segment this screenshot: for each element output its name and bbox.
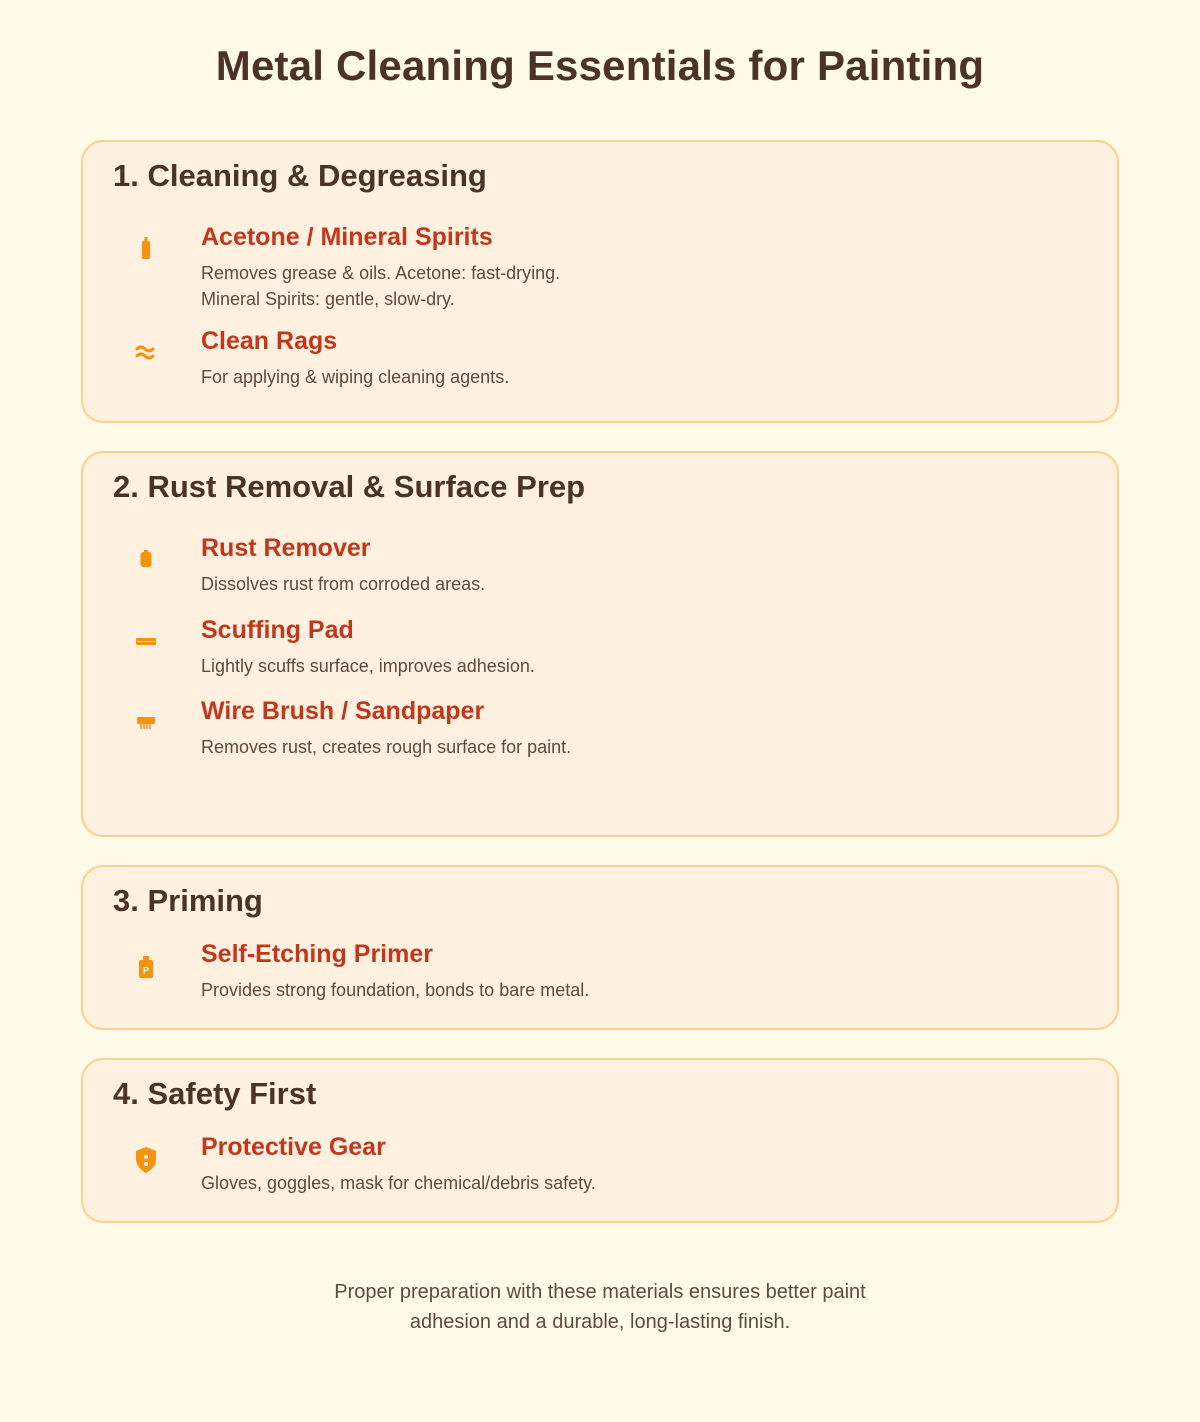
item-title: Wire Brush / Sandpaper (201, 697, 485, 725)
description-line: Gloves, goggles, mask for chemical/debris safety. (201, 1173, 596, 1193)
list-item-protective-gear (83, 1133, 1117, 1193)
footer-note (250, 1277, 950, 1337)
primer-can-letter: P (142, 965, 150, 976)
description-line: Mineral Spirits: gentle, slow-dry. (201, 289, 455, 309)
waves-icon (133, 339, 163, 365)
item-title: Scuffing Pad (201, 616, 354, 644)
description-line: For applying & wiping cleaning agents. (201, 367, 510, 387)
item-title: Clean Rags (201, 327, 338, 355)
item-description (201, 571, 485, 597)
bottle-icon (133, 235, 159, 261)
shield-icon (133, 1145, 159, 1171)
item-description (201, 1170, 596, 1196)
item-title: Rust Remover (201, 534, 371, 562)
list-item-rust-remover (83, 534, 1117, 594)
section-heading: 4. Safety First (113, 1076, 317, 1111)
description-line: Dissolves rust from corroded areas. (201, 574, 486, 594)
section-heading: 3. Priming (113, 883, 263, 918)
item-description (201, 977, 589, 1003)
list-item-scuffing-pad (83, 616, 1117, 676)
footer-line: adhesion and a durable, long-lasting finish. (409, 1311, 791, 1333)
pad-icon (133, 628, 159, 654)
section-heading: 1. Cleaning & Degreasing (113, 158, 487, 193)
item-title: Self-Etching Primer (201, 940, 433, 968)
section-rust-removal (81, 451, 1119, 837)
description-line: Removes grease & oils. Acetone: fast-drying. (201, 263, 561, 283)
section-heading: 2. Rust Removal & Surface Prep (113, 469, 586, 504)
description-line: Provides strong foundation, bonds to bare metal. (201, 980, 590, 1000)
list-item-self-etching-primer (83, 940, 1117, 1000)
footer-line: Proper preparation with these materials ensures better paint (334, 1281, 866, 1303)
item-description (201, 734, 571, 760)
section-cleaning-degreasing (81, 140, 1119, 423)
description-line: Removes rust, creates rough surface for paint. (201, 737, 572, 757)
description-line: Lightly scuffs surface, improves adhesion. (201, 656, 535, 676)
item-description (201, 653, 535, 679)
list-item-acetone-mineral-spirits (83, 223, 1117, 313)
item-title: Protective Gear (201, 1133, 386, 1161)
item-description (201, 364, 509, 390)
brush-icon (133, 709, 159, 735)
page-title: Metal Cleaning Essentials for Painting (215, 42, 985, 89)
list-item-wire-brush-sandpaper (83, 697, 1117, 757)
section-safety-first (81, 1058, 1119, 1223)
list-item-clean-rags (83, 327, 1117, 387)
item-description (201, 260, 560, 312)
item-title: Acetone / Mineral Spirits (201, 223, 493, 251)
primer-can-icon (133, 954, 159, 980)
section-priming (81, 865, 1119, 1030)
canister-icon (133, 546, 159, 572)
